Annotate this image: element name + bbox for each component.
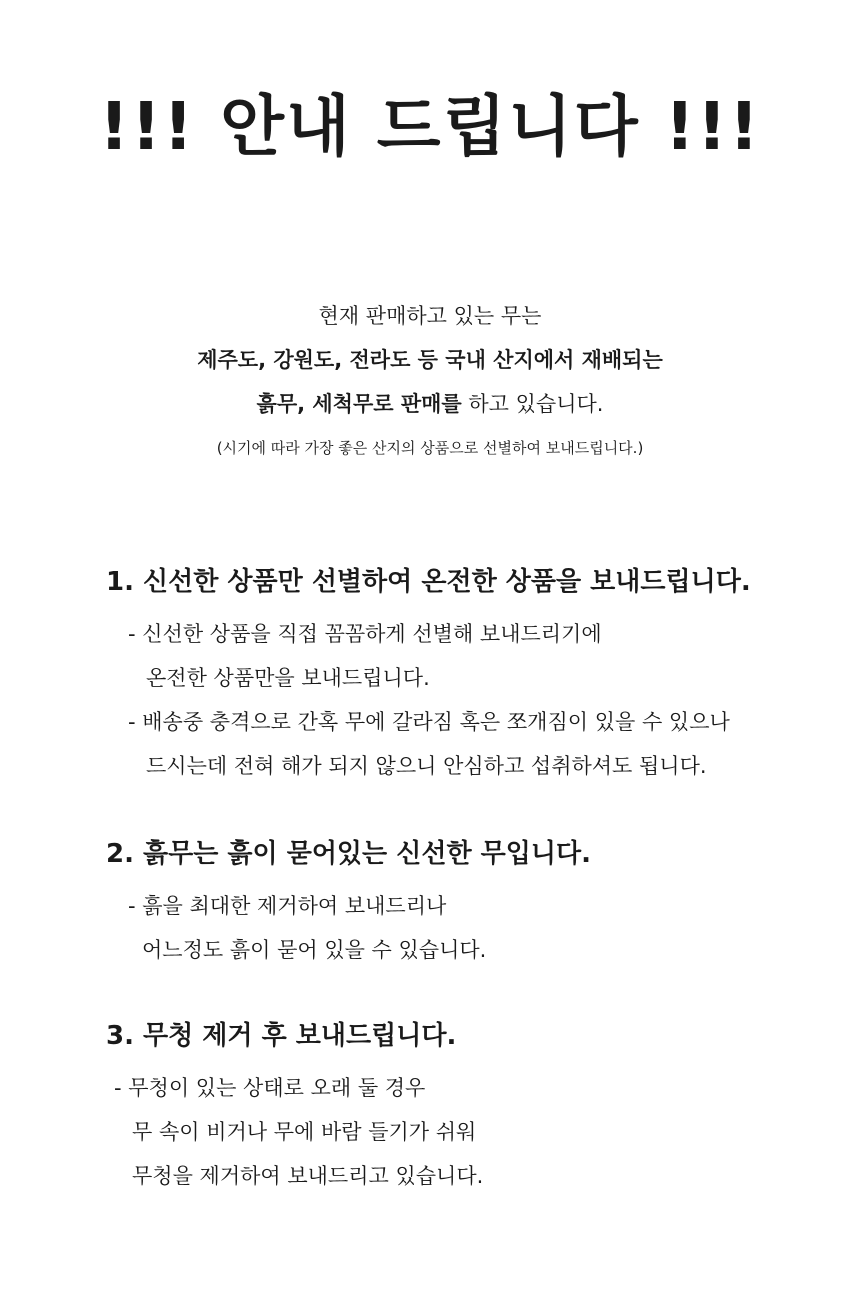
intro-line-1: 현재 판매하고 있는 무는 [318,304,542,328]
intro-line-3 [0,382,860,426]
section-1-line-4: 드시는데 전혀 해가 되지 않으니 안심하고 섭취하셔도 됩니다. [146,754,707,778]
section-3-line-2: 무 속이 비거나 무에 바람 들기가 쉬워 [132,1120,477,1144]
section-2 [0,834,860,972]
section-3-line-3: 무청을 제거하여 보내드리고 있습니다. [132,1164,484,1188]
section-1 [0,562,860,788]
intro-note: (시기에 따라 가장 좋은 산지의 상품으로 선별하여 보내드립니다.) [216,439,644,457]
section-2-line-1: - 흙을 최대한 제거하여 보내드리나 [128,894,447,918]
section-1-heading: 1. 신선한 상품만 선별하여 온전한 상품을 보내드립니다. [106,567,751,597]
section-1-line-3: - 배송중 충격으로 간혹 무에 갈라짐 혹은 쪼개짐이 있을 수 있으나 [128,710,730,734]
page-title: !!! 안내 드립니다 !!! [98,88,762,165]
section-1-line-2: 온전한 상품만을 보내드립니다. [146,666,430,690]
intro-block [0,294,860,470]
section-3-line-1: - 무청이 있는 상태로 오래 둘 경우 [114,1076,426,1100]
section-3 [0,1016,860,1198]
section-3-heading: 3. 무청 제거 후 보내드립니다. [106,1021,457,1051]
section-2-line-2: 어느정도 흙이 묻어 있을 수 있습니다. [142,938,487,962]
section-2-heading: 2. 흙무는 흙이 묻어있는 신선한 무입니다. [106,839,591,869]
intro-line-3-bold: 흙무, 세척무로 판매를 [256,392,462,416]
intro-line-2: 제주도, 강원도, 전라도 등 국내 산지에서 재배되는 [197,348,663,372]
intro-line-3-rest: 하고 있습니다. [461,392,604,416]
section-1-line-1: - 신선한 상품을 직접 꼼꼼하게 선별해 보내드리기에 [128,622,602,646]
